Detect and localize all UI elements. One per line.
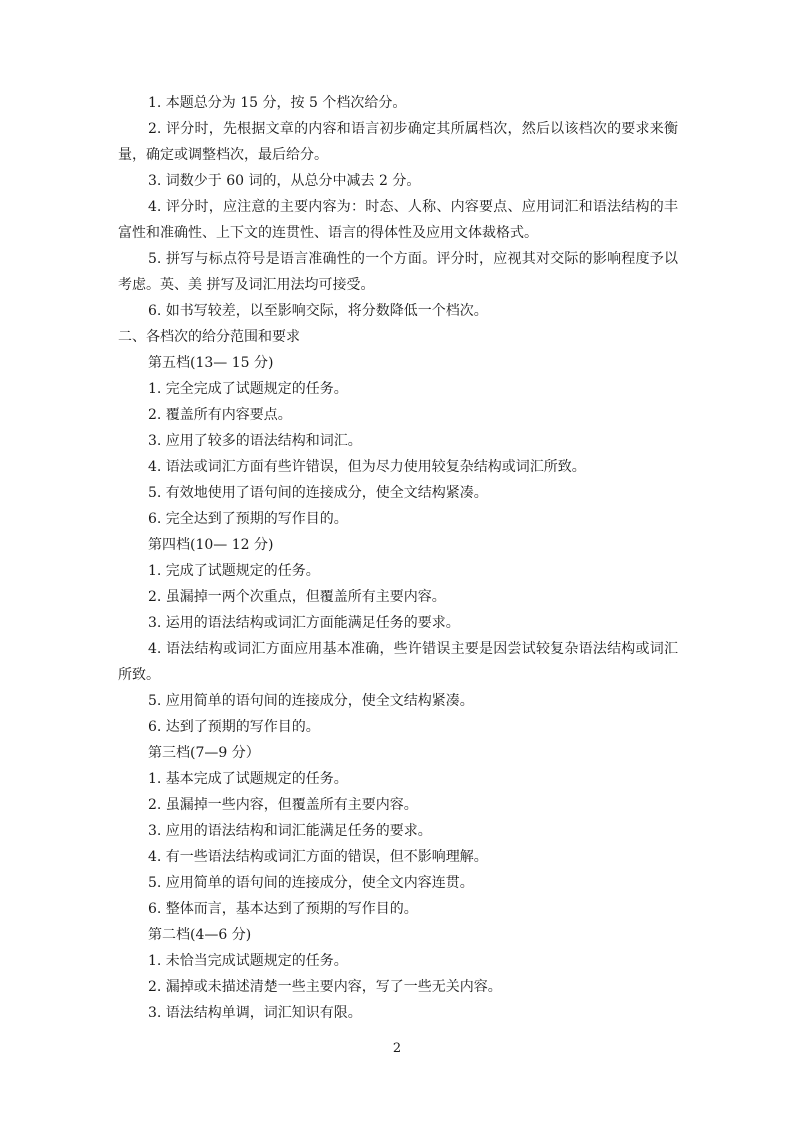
grade2-heading: 第二档(4—6 分): [148, 927, 252, 943]
grade5-item-6: 6. 完全达到了预期的写作目的。: [148, 511, 348, 527]
grade4-item-6: 6. 达到了预期的写作目的。: [148, 719, 320, 735]
grade3-item-3: 3. 应用的语法结构和词汇能满足任务的要求。: [148, 823, 432, 839]
grade3-item-4: 4. 有一些语法结构或词汇方面的错误，但不影响理解。: [148, 849, 488, 865]
rule-4: 4. 评分时，应注意的主要内容为：时态、人称、内容要点、应用词汇和语法结构的丰富性和准确性、上下文的连贯性、语言的得体性及应用文体裁格式。: [118, 199, 678, 241]
grade3-heading: 第三档(7—9 分）: [148, 745, 260, 761]
rule-3: 3. 词数少于 60 词的，从总分中减去 2 分。: [148, 173, 421, 189]
rule-2: 2. 评分时，先根据文章的内容和语言初步确定其所属档次，然后以该档次的要求来衡量，确定或调整档次，最后给分。: [118, 121, 678, 163]
grade4-item-5: 5. 应用简单的语句间的连接成分，使全文结构紧凑。: [148, 693, 474, 709]
grade2-item-2: 2. 漏掉或未描述清楚一些主要内容，写了一些无关内容。: [148, 979, 502, 995]
grade4-item-4: 4. 语法结构或词汇方面应用基本准确，些许错误主要是因尝试较复杂语法结构或词汇所致。: [118, 641, 678, 683]
grade2-item-1: 1. 未恰当完成试题规定的任务。: [148, 953, 348, 969]
grade5-item-1: 1. 完全完成了试题规定的任务。: [148, 381, 348, 397]
grade4-item-2: 2. 虽漏掉一两个次重点，但覆盖所有主要内容。: [148, 589, 446, 605]
grade4-item-3: 3. 运用的语法结构或词汇方面能满足任务的要求。: [148, 615, 460, 631]
grade3-item-2: 2. 虽漏掉一些内容，但覆盖所有主要内容。: [148, 797, 418, 813]
grade4-heading: 第四档(10— 12 分): [148, 537, 274, 553]
page-number: 2: [392, 1041, 402, 1056]
grade3-item-6: 6. 整体而言，基本达到了预期的写作目的。: [148, 901, 418, 917]
document-body: [118, 90, 678, 1026]
section-heading: 二、各档次的给分范围和要求: [118, 329, 300, 345]
grade5-item-2: 2. 覆盖所有内容要点。: [148, 407, 292, 423]
grade3-item-5: 5. 应用简单的语句间的连接成分，使全文内容连贯。: [148, 875, 474, 891]
grade3-item-1: 1. 基本完成了试题规定的任务。: [148, 771, 348, 787]
rule-1: 1. 本题总分为 15 分，按 5 个档次给分。: [148, 95, 407, 111]
grade5-item-5: 5. 有效地使用了语句间的连接成分，使全文结构紧凑。: [148, 485, 488, 501]
rule-5: 5. 拼写与标点符号是语言准确性的一个方面。评分时，应视其对交际的影响程度予以考虑。英、美 拼写及词汇用法均可接受。: [118, 251, 678, 293]
grade4-item-1: 1. 完成了试题规定的任务。: [148, 563, 320, 579]
grade5-item-3: 3. 应用了较多的语法结构和词汇。: [148, 433, 362, 449]
grade2-item-3: 3. 语法结构单调，词汇知识有限。: [148, 1005, 362, 1021]
grade5-heading: 第五档(13— 15 分): [148, 355, 274, 371]
grade5-item-4: 4. 语法或词汇方面有些许错误，但为尽力使用较复杂结构或词汇所致。: [148, 459, 586, 475]
rule-6: 6. 如书写较差，以至影响交际，将分数降低一个档次。: [148, 303, 488, 319]
